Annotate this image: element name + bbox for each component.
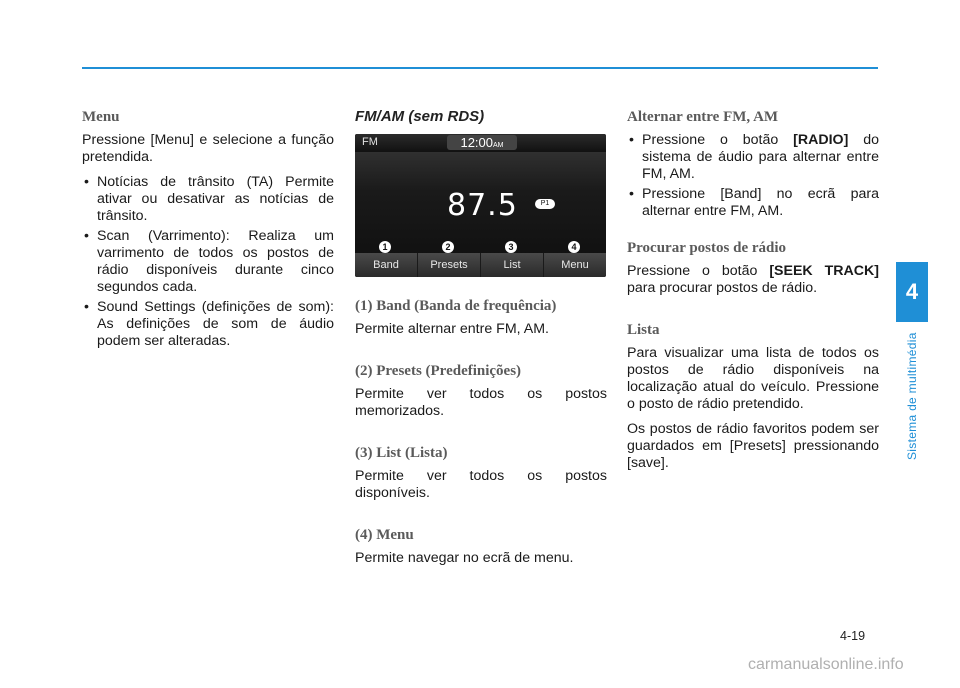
list-text: Permite ver todos os postos disponíveis. bbox=[355, 468, 607, 501]
list-heading: (3) List (Lista) bbox=[355, 445, 448, 461]
menu-list bbox=[82, 174, 334, 350]
radio-screen bbox=[355, 134, 606, 277]
screen-button-bar bbox=[355, 253, 606, 277]
presets-heading: (2) Presets (Predefinições) bbox=[355, 363, 522, 379]
screen-preset-badge: P1 bbox=[535, 199, 555, 209]
column-fm-am bbox=[355, 108, 607, 575]
column-right bbox=[627, 108, 879, 480]
text-run: Pressione o botão bbox=[642, 132, 794, 148]
top-rule bbox=[82, 67, 878, 69]
marker-4: 4 bbox=[568, 241, 580, 253]
spacer bbox=[627, 305, 879, 321]
menu-button[interactable]: Menu bbox=[543, 253, 606, 277]
list-item: • Notícias de trânsito (TA) Permite ativar ou desativar as notícias de trânsito. bbox=[82, 174, 334, 225]
screen-frequency: 87.5 bbox=[447, 188, 518, 223]
band-text: Permite alternar entre FM, AM. bbox=[355, 321, 549, 337]
spacer bbox=[355, 510, 607, 526]
list-item: • Sound Settings (definições de som): As definições de som de áudio podem ser alteradas. bbox=[82, 299, 334, 350]
list-item: • Pressione [Band] no ecrã para alternar entre FM, AM. bbox=[627, 186, 879, 220]
watermark: carmanualsonline.info bbox=[748, 656, 904, 673]
list-item: • Scan (Varrimento): Realiza um varrimento de todos os postos de rádio disponíveis durante cinco segundos cada. bbox=[82, 228, 334, 296]
chapter-tab: 4 bbox=[896, 262, 928, 322]
marker-3: 3 bbox=[505, 241, 517, 253]
switch-list bbox=[627, 132, 879, 220]
clock-time: 12:00 bbox=[460, 135, 494, 150]
text-run: Pressione o botão bbox=[627, 263, 770, 279]
switch-heading: Alternar entre FM, AM bbox=[627, 109, 779, 125]
menu-section-text: Permite navegar no ecrã de menu. bbox=[355, 550, 574, 566]
marker-2: 2 bbox=[442, 241, 454, 253]
radio-key-label: [RADIO] bbox=[793, 132, 849, 148]
list-item bbox=[627, 132, 879, 183]
menu-section-heading: (4) Menu bbox=[355, 527, 414, 543]
screen-band: FM bbox=[362, 136, 378, 148]
band-button[interactable]: Band bbox=[355, 253, 417, 277]
text-run: do sistema de áudio para alternar entre FM, AM. bbox=[642, 132, 879, 182]
seek-text bbox=[627, 263, 879, 297]
presets-button[interactable]: Presets bbox=[417, 253, 480, 277]
screen-clock bbox=[447, 135, 517, 150]
marker-1: 1 bbox=[379, 241, 391, 253]
menu-intro: Pressione [Menu] e selecione a função pretendida. bbox=[82, 132, 334, 165]
spacer bbox=[355, 428, 607, 444]
lista-heading: Lista bbox=[627, 322, 660, 338]
list-button[interactable]: List bbox=[480, 253, 543, 277]
text-run: para procurar postos de rádio. bbox=[627, 280, 818, 296]
chapter-label: Sistema de multimédia bbox=[905, 332, 919, 460]
seek-key-label: [SEEK TRACK] bbox=[769, 263, 879, 279]
lista-text-2: Os postos de rádio favoritos podem ser guardados em [Presets] pressionando [save]. bbox=[627, 421, 879, 471]
presets-text: Permite ver todos os postos memorizados. bbox=[355, 386, 607, 419]
menu-heading: Menu bbox=[82, 109, 120, 125]
column-menu bbox=[82, 108, 334, 353]
seek-heading: Procurar postos de rádio bbox=[627, 240, 787, 256]
clock-ampm: AM bbox=[493, 142, 504, 149]
band-heading: (1) Band (Banda de frequência) bbox=[355, 298, 557, 314]
spacer bbox=[355, 346, 607, 362]
spacer bbox=[627, 223, 879, 239]
page-number: 4-19 bbox=[840, 629, 866, 643]
fm-am-heading: FM/AM (sem RDS) bbox=[355, 108, 485, 125]
lista-text-1: Para visualizar uma lista de todos os postos de rádio disponíveis na localização atual do veículo. Pressione o posto de rádio pretendido. bbox=[627, 345, 879, 412]
